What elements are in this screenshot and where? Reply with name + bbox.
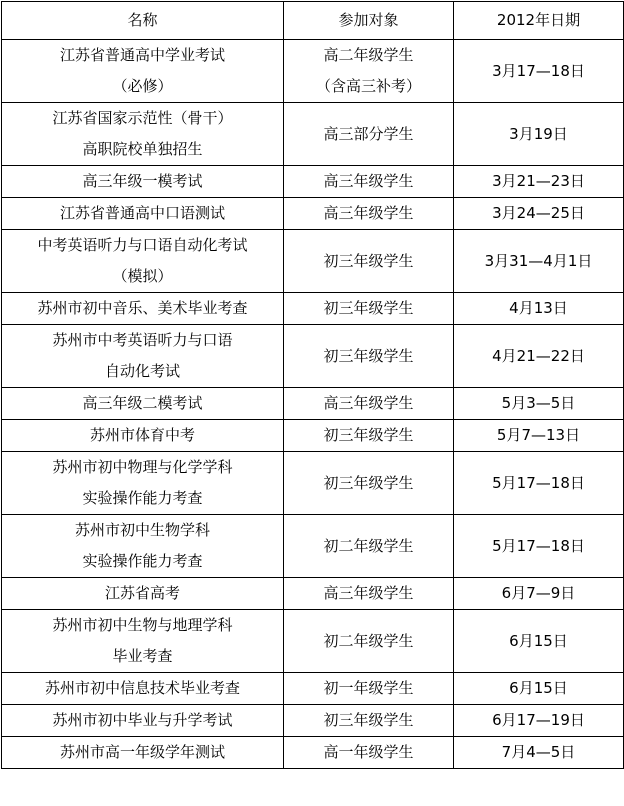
exam-target-cell [284, 293, 454, 325]
exam-target-cell-line: 初二年级学生 [323, 631, 414, 650]
header-date: 2012年日期 [454, 2, 624, 40]
exam-date-cell: 3月24—25日 [454, 198, 624, 230]
exam-name-cell [2, 578, 284, 610]
exam-date-cell: 4月13日 [454, 293, 624, 325]
exam-target-cell [284, 610, 454, 673]
table-row [2, 420, 624, 452]
exam-name-cell-line: 苏州市初中生物学科 [74, 521, 210, 539]
exam-target-cell [284, 515, 454, 578]
exam-target-cell [284, 420, 454, 452]
exam-name-cell [2, 230, 284, 293]
table-row [2, 673, 624, 705]
exam-target-cell-line: （含高三补考） [315, 77, 421, 95]
exam-target-cell-line: 高一年级学生 [323, 743, 414, 761]
exam-date-cell: 5月3—5日 [454, 388, 624, 420]
exam-name-cell-line: 高三年级一模考试 [82, 172, 203, 190]
exam-date-cell: 4月21—22日 [454, 325, 624, 388]
exam-target-cell-line: 高三年级学生 [323, 172, 414, 190]
exam-name-cell-line: 江苏省国家示范性（骨干） [52, 109, 233, 127]
table-row [2, 325, 624, 388]
exam-name-cell [2, 388, 284, 420]
exam-date-cell: 3月31—4月1日 [454, 230, 624, 293]
exam-target-cell [284, 40, 454, 103]
exam-date-cell: 3月21—23日 [454, 166, 624, 198]
exam-name-cell [2, 610, 284, 673]
exam-name-cell [2, 705, 284, 737]
exam-date-cell: 7月4—5日 [454, 737, 624, 769]
exam-target-cell [284, 166, 454, 198]
exam-date-cell: 6月7—9日 [454, 578, 624, 610]
exam-name-cell-line: 苏州市初中物理与化学学科 [52, 458, 233, 476]
exam-target-cell [284, 578, 454, 610]
table-row [2, 515, 624, 578]
exam-target-cell-line: 初三年级学生 [323, 251, 414, 270]
exam-name-cell [2, 293, 284, 325]
exam-date-cell: 6月15日 [454, 610, 624, 673]
exam-name-cell-line: 江苏省普通高中口语测试 [59, 204, 225, 222]
exam-name-cell [2, 103, 284, 166]
exam-target-cell-line: 高三部分学生 [323, 124, 414, 143]
exam-name-cell-line: （模拟） [112, 267, 173, 285]
exam-name-cell-line: 苏州市高一年级学年测试 [59, 743, 225, 761]
exam-date-cell: 3月19日 [454, 103, 624, 166]
exam-target-cell [284, 198, 454, 230]
exam-name-cell [2, 515, 284, 578]
table-row [2, 388, 624, 420]
table-row [2, 198, 624, 230]
exam-target-cell-line: 初三年级学生 [323, 473, 414, 492]
exam-name-cell [2, 420, 284, 452]
exam-target-cell [284, 325, 454, 388]
exam-name-cell-line: 实验操作能力考查 [82, 552, 203, 570]
table-row [2, 452, 624, 515]
exam-date-cell: 5月17—18日 [454, 515, 624, 578]
exam-name-cell [2, 673, 284, 705]
exam-target-cell [284, 737, 454, 769]
exam-name-cell-line: 中考英语听力与口语自动化考试 [37, 236, 248, 254]
exam-name-cell-line: 高职院校单独招生 [82, 140, 203, 158]
exam-target-cell [284, 388, 454, 420]
exam-target-cell [284, 103, 454, 166]
exam-target-cell [284, 452, 454, 515]
exam-name-cell-line: 苏州市初中信息技术毕业考查 [44, 679, 240, 697]
exam-name-cell-line: 苏州市中考英语听力与口语 [52, 331, 233, 349]
exam-name-cell-line: 苏州市体育中考 [89, 426, 195, 444]
exam-name-cell [2, 325, 284, 388]
exam-name-cell-line: 苏州市初中毕业与升学考试 [52, 711, 233, 729]
table-body [2, 40, 624, 769]
exam-target-cell-line: 初二年级学生 [323, 536, 414, 555]
exam-name-cell-line: （必修） [112, 77, 173, 95]
exam-target-cell [284, 673, 454, 705]
exam-target-cell-line: 高三年级学生 [323, 584, 414, 602]
exam-name-cell [2, 40, 284, 103]
exam-name-cell-line: 苏州市初中生物与地理学科 [52, 616, 233, 634]
exam-date-cell: 5月17—18日 [454, 452, 624, 515]
exam-date-cell: 5月7—13日 [454, 420, 624, 452]
table-row [2, 610, 624, 673]
exam-target-cell-line: 初一年级学生 [323, 679, 414, 697]
exam-name-cell-line: 自动化考试 [104, 362, 180, 380]
table-row [2, 40, 624, 103]
exam-date-cell: 3月17—18日 [454, 40, 624, 103]
table-row [2, 705, 624, 737]
exam-schedule-table [1, 1, 624, 769]
exam-date-cell: 6月15日 [454, 673, 624, 705]
exam-name-cell [2, 166, 284, 198]
exam-date-cell: 6月17—19日 [454, 705, 624, 737]
exam-name-cell [2, 198, 284, 230]
table-row [2, 737, 624, 769]
header-target: 参加对象 [284, 2, 454, 40]
exam-target-cell [284, 705, 454, 737]
exam-target-cell-line: 初三年级学生 [323, 299, 414, 317]
exam-target-cell-line: 高三年级学生 [323, 204, 414, 222]
exam-target-cell-line: 高二年级学生 [323, 46, 414, 64]
exam-target-cell-line: 初三年级学生 [323, 711, 414, 729]
exam-name-cell-line: 苏州市初中音乐、美术毕业考查 [37, 299, 248, 317]
table-row [2, 293, 624, 325]
exam-name-cell-line: 高三年级二模考试 [82, 394, 203, 412]
exam-name-cell [2, 452, 284, 515]
table-row [2, 103, 624, 166]
header-row [2, 2, 624, 40]
header-name: 名称 [2, 2, 284, 40]
table-row [2, 166, 624, 198]
exam-target-cell [284, 230, 454, 293]
exam-name-cell-line: 江苏省高考 [104, 584, 180, 602]
table-row [2, 230, 624, 293]
exam-target-cell-line: 高三年级学生 [323, 394, 414, 412]
exam-name-cell [2, 737, 284, 769]
exam-name-cell-line: 毕业考查 [112, 647, 173, 665]
exam-name-cell-line: 江苏省普通高中学业考试 [59, 46, 225, 64]
exam-target-cell-line: 初三年级学生 [323, 346, 414, 365]
exam-name-cell-line: 实验操作能力考查 [82, 489, 203, 507]
exam-target-cell-line: 初三年级学生 [323, 426, 414, 444]
table-row [2, 578, 624, 610]
